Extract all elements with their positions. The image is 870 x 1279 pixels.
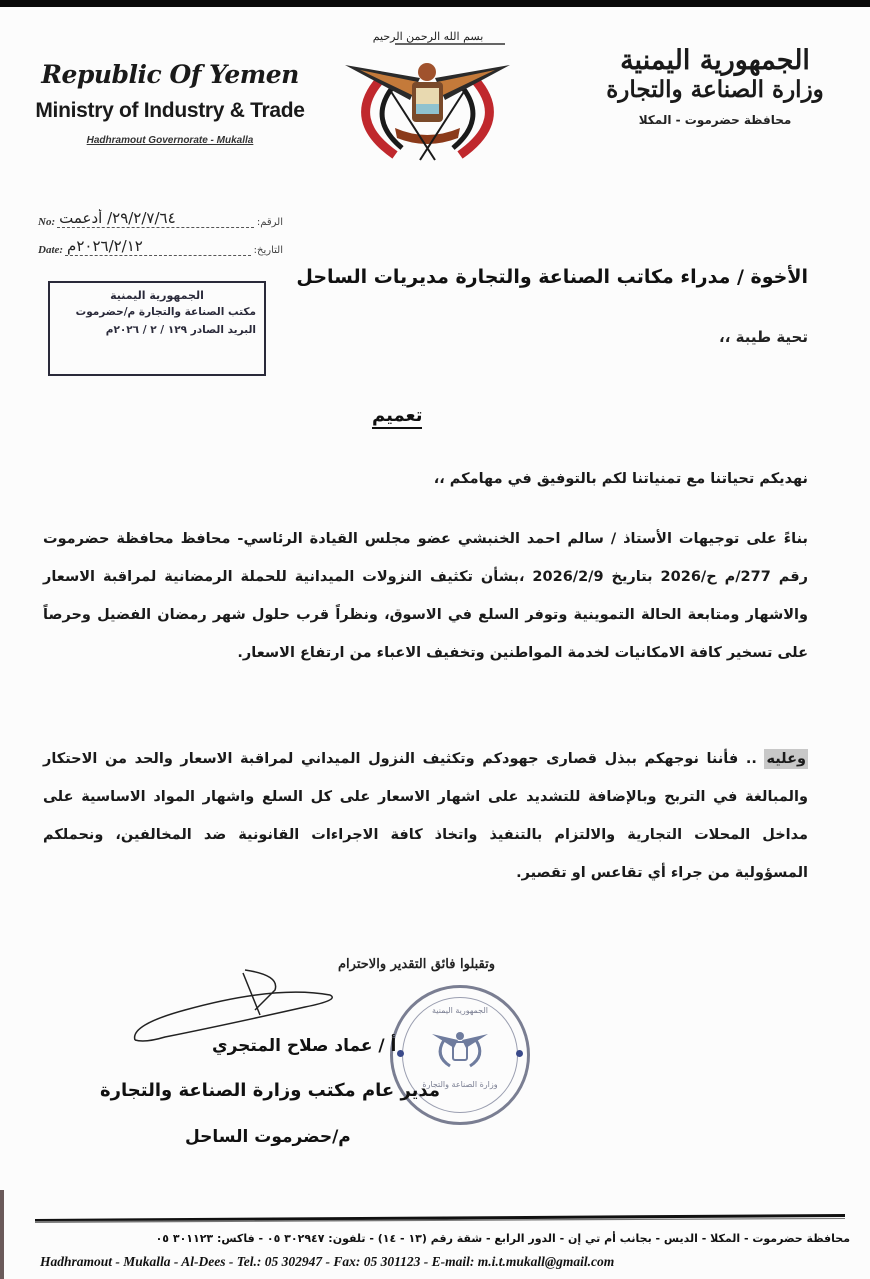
arabic-governorate: محافظة حضرموت - المكلا [638, 113, 792, 127]
stamp-top-text: الجمهورية اليمنية [431, 1006, 488, 1015]
number-label-ar: الرقم: [256, 217, 283, 228]
stamp-dot-right [516, 1050, 523, 1057]
arabic-ministry-title: وزارة الصناعة والتجارة [606, 76, 824, 103]
circular-title: تعميم [372, 405, 422, 429]
english-ministry-title: Ministry of Industry & Trade [35, 99, 305, 122]
incoming-mail-stamp [48, 281, 266, 376]
reference-number-value: ٢٩/٢/٧/٦٤/ أدعمت [57, 209, 254, 228]
footer-address-english: Hadhramout - Mukalla - Al-Dees - Tel.: 05 302947 - Fax: 05 301123 - E-mail: m.i.t.mukall@gmail.com [40, 1254, 615, 1269]
official-round-stamp [390, 985, 530, 1125]
arabic-letterhead [590, 45, 840, 127]
stamp-line-1: الجمهورية اليمنية [110, 289, 204, 302]
closing-line: وتقبلوا فائق التقدير والاحترام [338, 957, 496, 972]
english-republic-title: Republic Of Yemen [41, 60, 299, 89]
opening-paragraph: نهديكم تحياتنا مع تمنياتنا لكم بالتوفيق في مهامكم ،، [433, 471, 808, 487]
reference-date-line [38, 228, 283, 256]
body-paragraph-1: بناءً على توجيهات الأستاذ / سالم احمد الخنبشي عضو مجلس القيادة الرئاسي- محافظ محافظة حضرموت رقم 277/م ح/2026 بتاريخ 2026/2/9 ،بشأن تكثيف النزولات الميدانية للحملة الرمضانية لمراقبة الاسعار والاشهار ومتابعة الحالة التموينية وتوفر السلع في الاسوق، ونظراً قرب حلول شهر رمضان الفضيل وحرصاً على تسخير كافة الامكانيات لخدمة المواطنين وتخفيف الاعباء من ارتفاع الاسعار. [43, 531, 809, 661]
scan-edge [0, 1190, 4, 1279]
body-paragraph-2 [43, 740, 808, 892]
number-label-en: No: [38, 216, 56, 228]
english-governorate: Hadhramout Governorate - Mukalla [86, 135, 254, 146]
svg-text:بسم الله الرحمن الرحيم: بسم الله الرحمن الرحيم [372, 30, 484, 43]
top-border [0, 0, 870, 7]
paragraph-2-text: .. فأننا نوجهكم ببذل قصارى جهودكم وتكثيف النزول الميداني لمراقبة الاسعار والحد من الاحتكار والمبالغة في التربح وبالإضافة للتشديد على اشهار الاسعار على كل السلع واشهار المواد الاساسية على مداخل المحلات التجارية والالتزام بالتنفيذ واتخاذ كافة الاجراءات القانونية ضد المخالفين، ونحملكم المسؤولية من جراء أي تقاعس او تقصير. [43, 751, 808, 881]
footer-divider [35, 1213, 845, 1223]
date-label-ar: التاريخ: [253, 245, 283, 256]
stamp-dot-left [397, 1050, 404, 1057]
signatory-location: م/حضرموت الساحل [185, 1127, 351, 1147]
arabic-republic-title: الجمهورية اليمنية [620, 45, 810, 76]
greeting-line: تحية طيبة ،، [719, 328, 808, 346]
yemen-emblem-icon [340, 20, 515, 170]
stamp-line-3: البريد الصادر ١٢٩ / ٢ / ٢٠٢٦م [105, 324, 256, 336]
stamp-middle-text: وزارة الصناعة والتجارة [422, 1080, 498, 1089]
reference-number-line [38, 200, 283, 228]
english-letterhead [20, 60, 320, 146]
signatory-name: أ / عماد صلاح المتجري [212, 1036, 397, 1056]
recipient-line: الأخوة / مدراء مكاتب الصناعة والتجارة مديريات الساحل [296, 266, 808, 288]
footer-address-arabic: محافظة حضرموت - المكلا - الديس - بجانب أم تي إن - الدور الرابع - شقة رقم (١٣ - ١٤) - تلفون: ٣٠٢٩٤٧ ٠٥ - فاكس: ٣٠١١٢٣ ٠٥ [155, 1232, 850, 1245]
stamp-emblem-icon [430, 1026, 490, 1071]
signatory-title: مدير عام مكتب وزارة الصناعة والتجارة [100, 1080, 440, 1101]
stamp-line-2: مكتب الصناعة والتجارة م/حضرموت [75, 306, 256, 318]
reference-block [38, 200, 283, 256]
highlighted-word: وعليه [766, 751, 806, 767]
date-label-en: Date: [38, 244, 64, 256]
reference-date-value: ٢٠٢٦/٢/١٢م [65, 237, 251, 256]
